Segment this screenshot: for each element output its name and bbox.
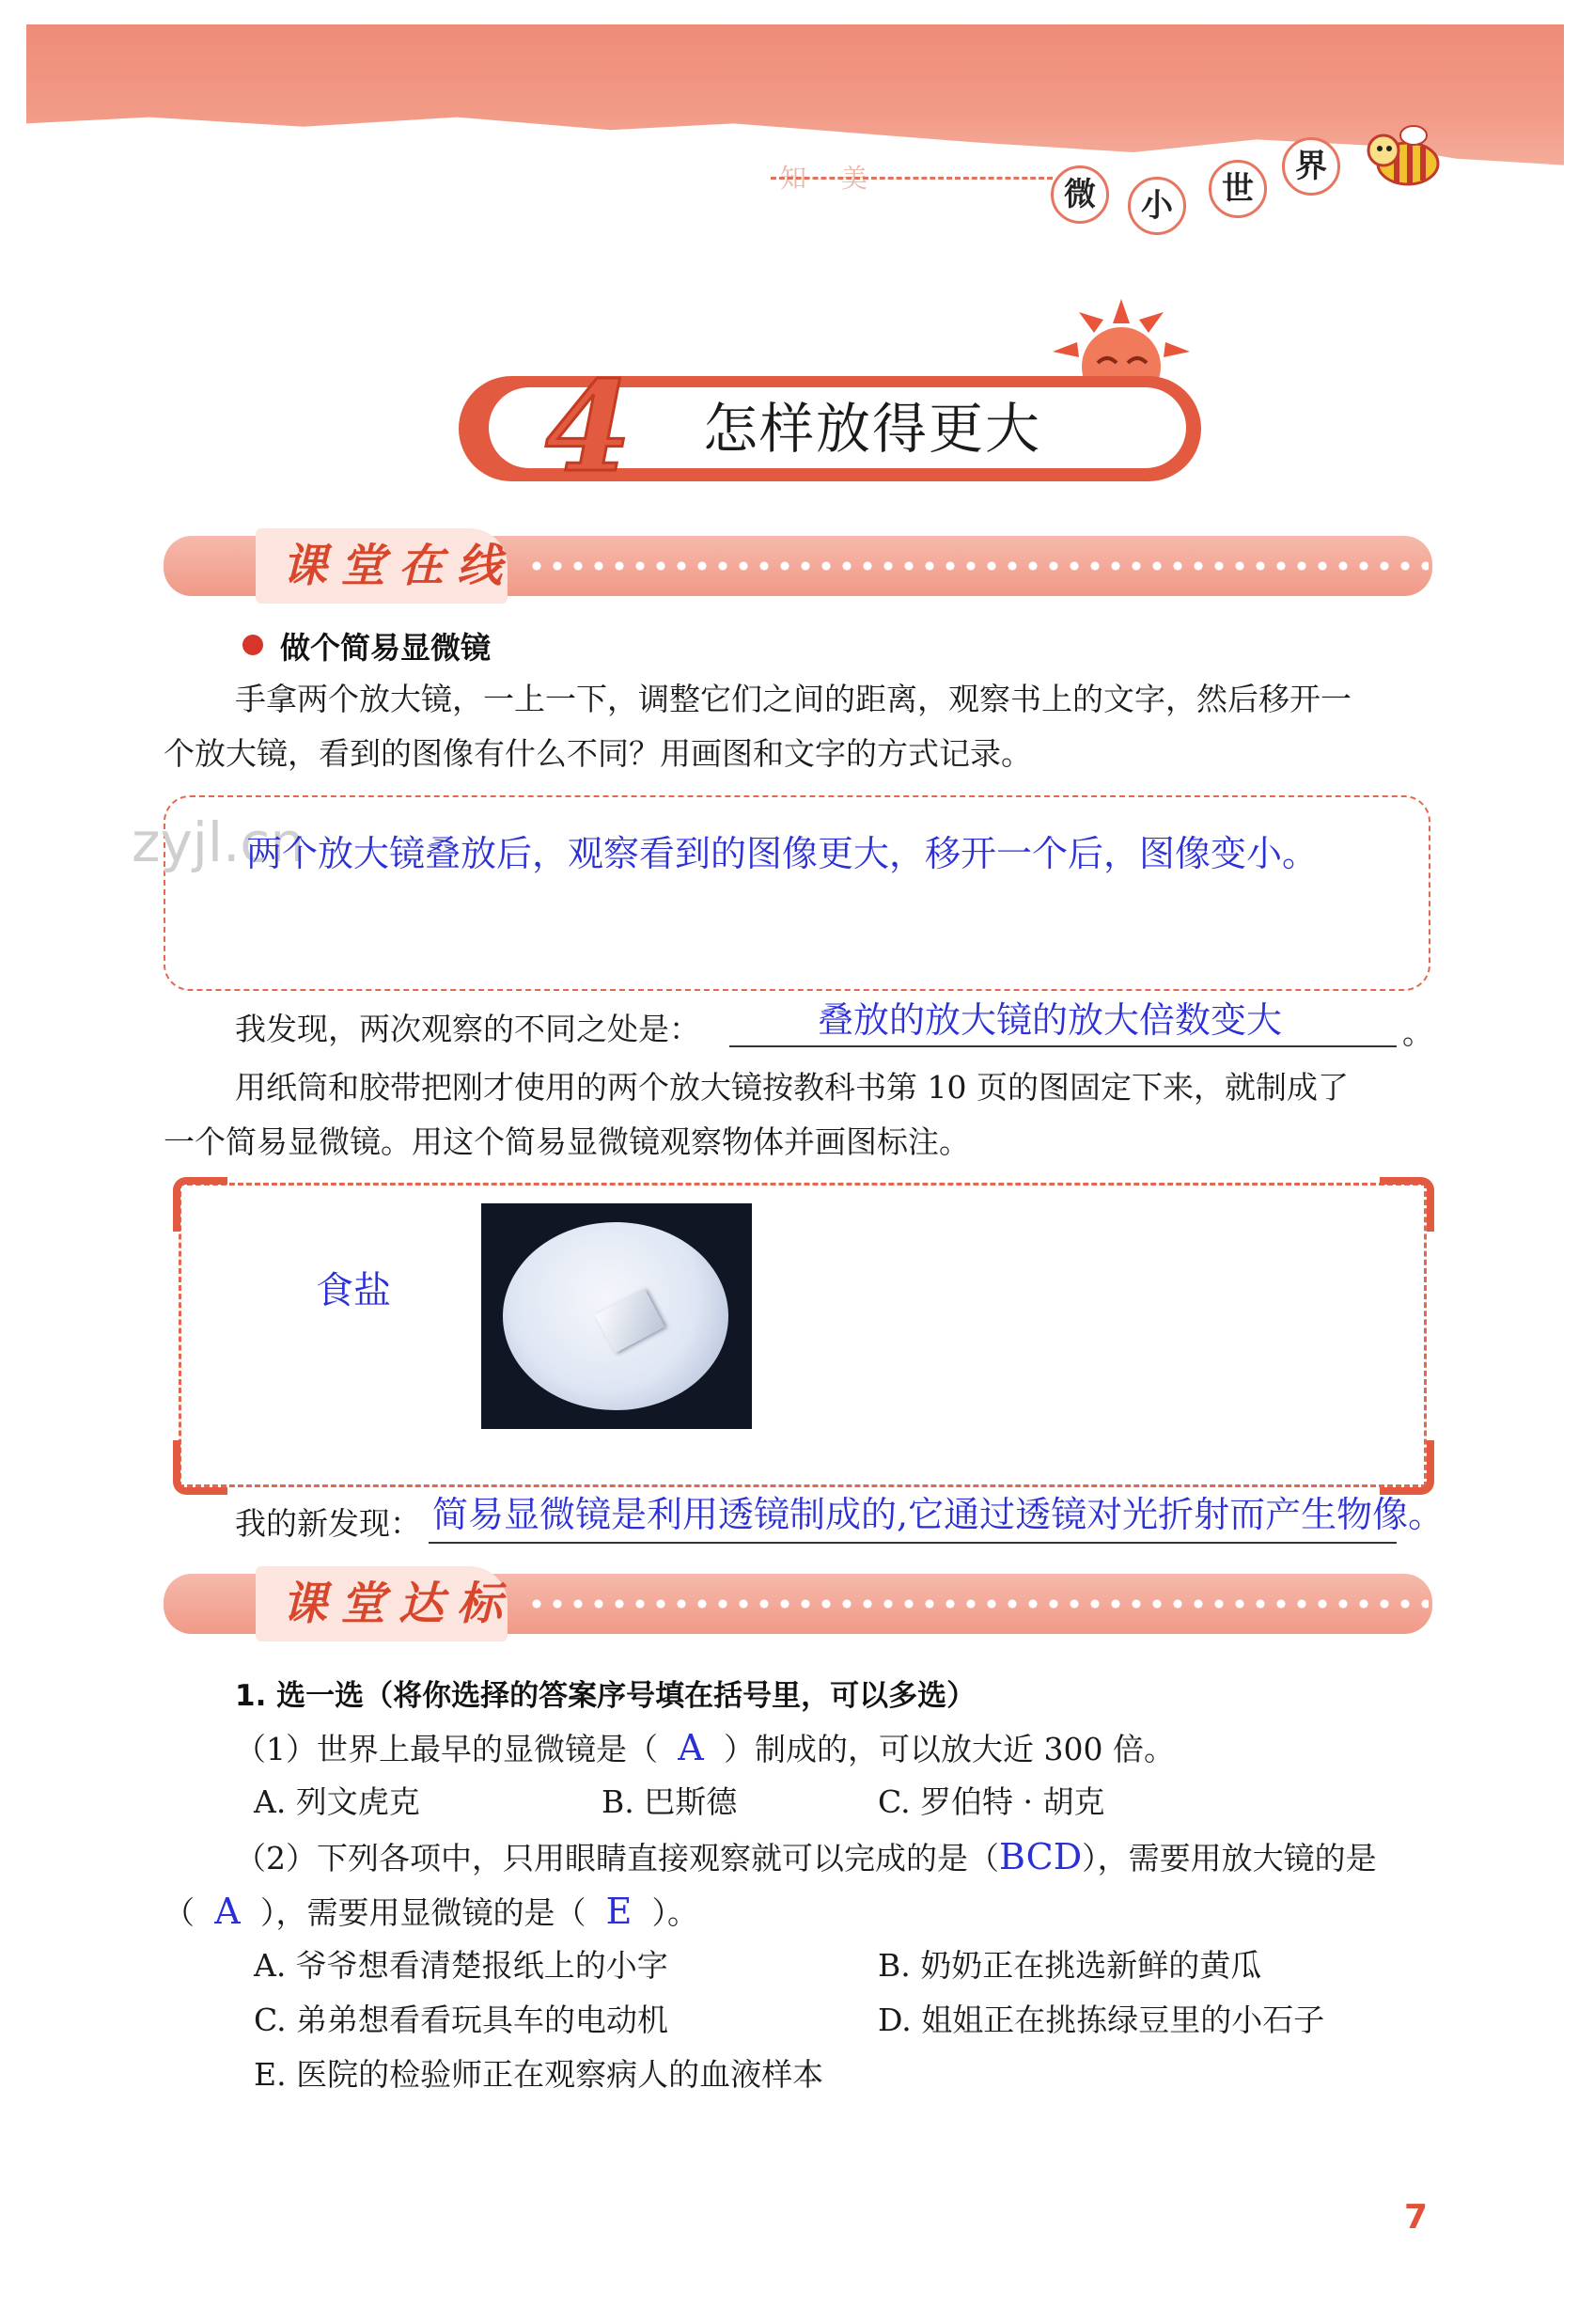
q1-2-option: D. 姐姐正在挑拣绿豆里的小石子: [878, 2002, 1325, 2038]
bee-icon: [1361, 117, 1447, 192]
new-finding-label: 我的新发现：: [235, 1505, 421, 1542]
question-1-1: [235, 1720, 1175, 1777]
unit-title-char: 世: [1209, 160, 1267, 218]
watermark: zyjl.cn: [132, 810, 305, 874]
lesson-title: 怎样放得更大: [703, 397, 1042, 461]
question-1-heading: 1. 选一选（将你选择的答案序号填在括号里，可以多选）: [235, 1679, 977, 1713]
q1-2-answer-2: A: [214, 1891, 241, 1932]
q1-1-after: ）制成的，可以放大近 300 倍。: [724, 1731, 1175, 1767]
section-dots: [526, 1599, 1429, 1609]
activity-heading: 做个简易显微镜: [280, 630, 492, 666]
question-1-2: [235, 1829, 1377, 1886]
corner-bracket: [1380, 1177, 1434, 1232]
q1-2-option: B. 奶奶正在挑选新鲜的黄瓜: [878, 1947, 1262, 1984]
drawing-box: [179, 1183, 1427, 1487]
q1-2-part2: ），需要用放大镜的是: [1082, 1840, 1377, 1876]
q1-2-part1: （2）下列各项中，只用眼睛直接观察就可以完成的是（: [235, 1840, 999, 1876]
q1-2-part4: ），需要用显微镜的是（: [260, 1894, 586, 1931]
record-answer-text: 两个放大镜叠放后，观察看到的图像更大，移开一个后，图像变小。: [246, 833, 1319, 874]
finding-answer-text: 叠放的放大镜的放大倍数变大: [818, 999, 1283, 1041]
unit-title-char: 微: [1051, 165, 1109, 224]
section-dots: [526, 561, 1429, 571]
q1-2-answer-3: E: [605, 1891, 633, 1932]
q1-2-part5: ）。: [651, 1894, 698, 1931]
q1-2-option: E. 医院的检验师正在观察病人的血液样本: [254, 2056, 824, 2093]
q1-1-option: C. 罗伯特 · 胡克: [878, 1783, 1105, 1820]
corner-bracket: [173, 1440, 227, 1495]
corner-bracket: [173, 1177, 227, 1232]
section-title-online: 课堂在线: [282, 540, 516, 592]
q1-1-option: A. 列文虎克: [254, 1783, 420, 1820]
instruction-line: 手拿两个放大镜，一上一下，调整它们之间的距离，观察书上的文字，然后移开一: [235, 681, 1352, 717]
bullet-icon: [242, 635, 263, 655]
finding-label: 我发现，两次观察的不同之处是：: [235, 1011, 700, 1047]
new-finding-answer-text: 简易显微镜是利用透镜制成的,它通过透镜对光折射而产生物像。: [432, 1494, 1445, 1535]
q1-2-part3: （: [164, 1894, 195, 1931]
q1-2-option: C. 弟弟想看看玩具车的电动机: [254, 2002, 669, 2038]
unit-title-char: 小: [1128, 177, 1186, 235]
make-instruction-line: 用纸筒和胶带把刚才使用的两个放大镜按教科书第 10 页的图固定下来，就制成了: [235, 1069, 1349, 1106]
q1-2-option: A. 爷爷想看清楚报纸上的小字: [254, 1947, 668, 1984]
question-1-2-cont: [164, 1884, 698, 1940]
new-finding-answer-line: [429, 1542, 1397, 1544]
finding-end: 。: [1402, 1014, 1433, 1051]
drawing-label: 食盐: [316, 1269, 391, 1312]
q1-1-option: B. 巴斯德: [602, 1783, 738, 1820]
make-instruction-line: 一个简易显微镜。用这个简易显微镜观察物体并画图标注。: [164, 1123, 970, 1160]
q1-1-before: （1）世界上最早的显微镜是（: [235, 1731, 658, 1767]
q1-1-answer: A: [678, 1727, 704, 1768]
header-faint-text: 知 美: [780, 163, 881, 194]
instruction-line: 个放大镜，看到的图像有什么不同？用画图和文字的方式记录。: [164, 735, 1032, 772]
section-title-target: 课堂达标: [282, 1578, 516, 1630]
header-dashed-line: [771, 177, 1053, 180]
page-number: 7: [1404, 2198, 1429, 2237]
lesson-number: 4: [545, 354, 632, 500]
q1-2-answer-1: BCD: [999, 1836, 1083, 1877]
unit-title-char: 界: [1282, 137, 1340, 196]
